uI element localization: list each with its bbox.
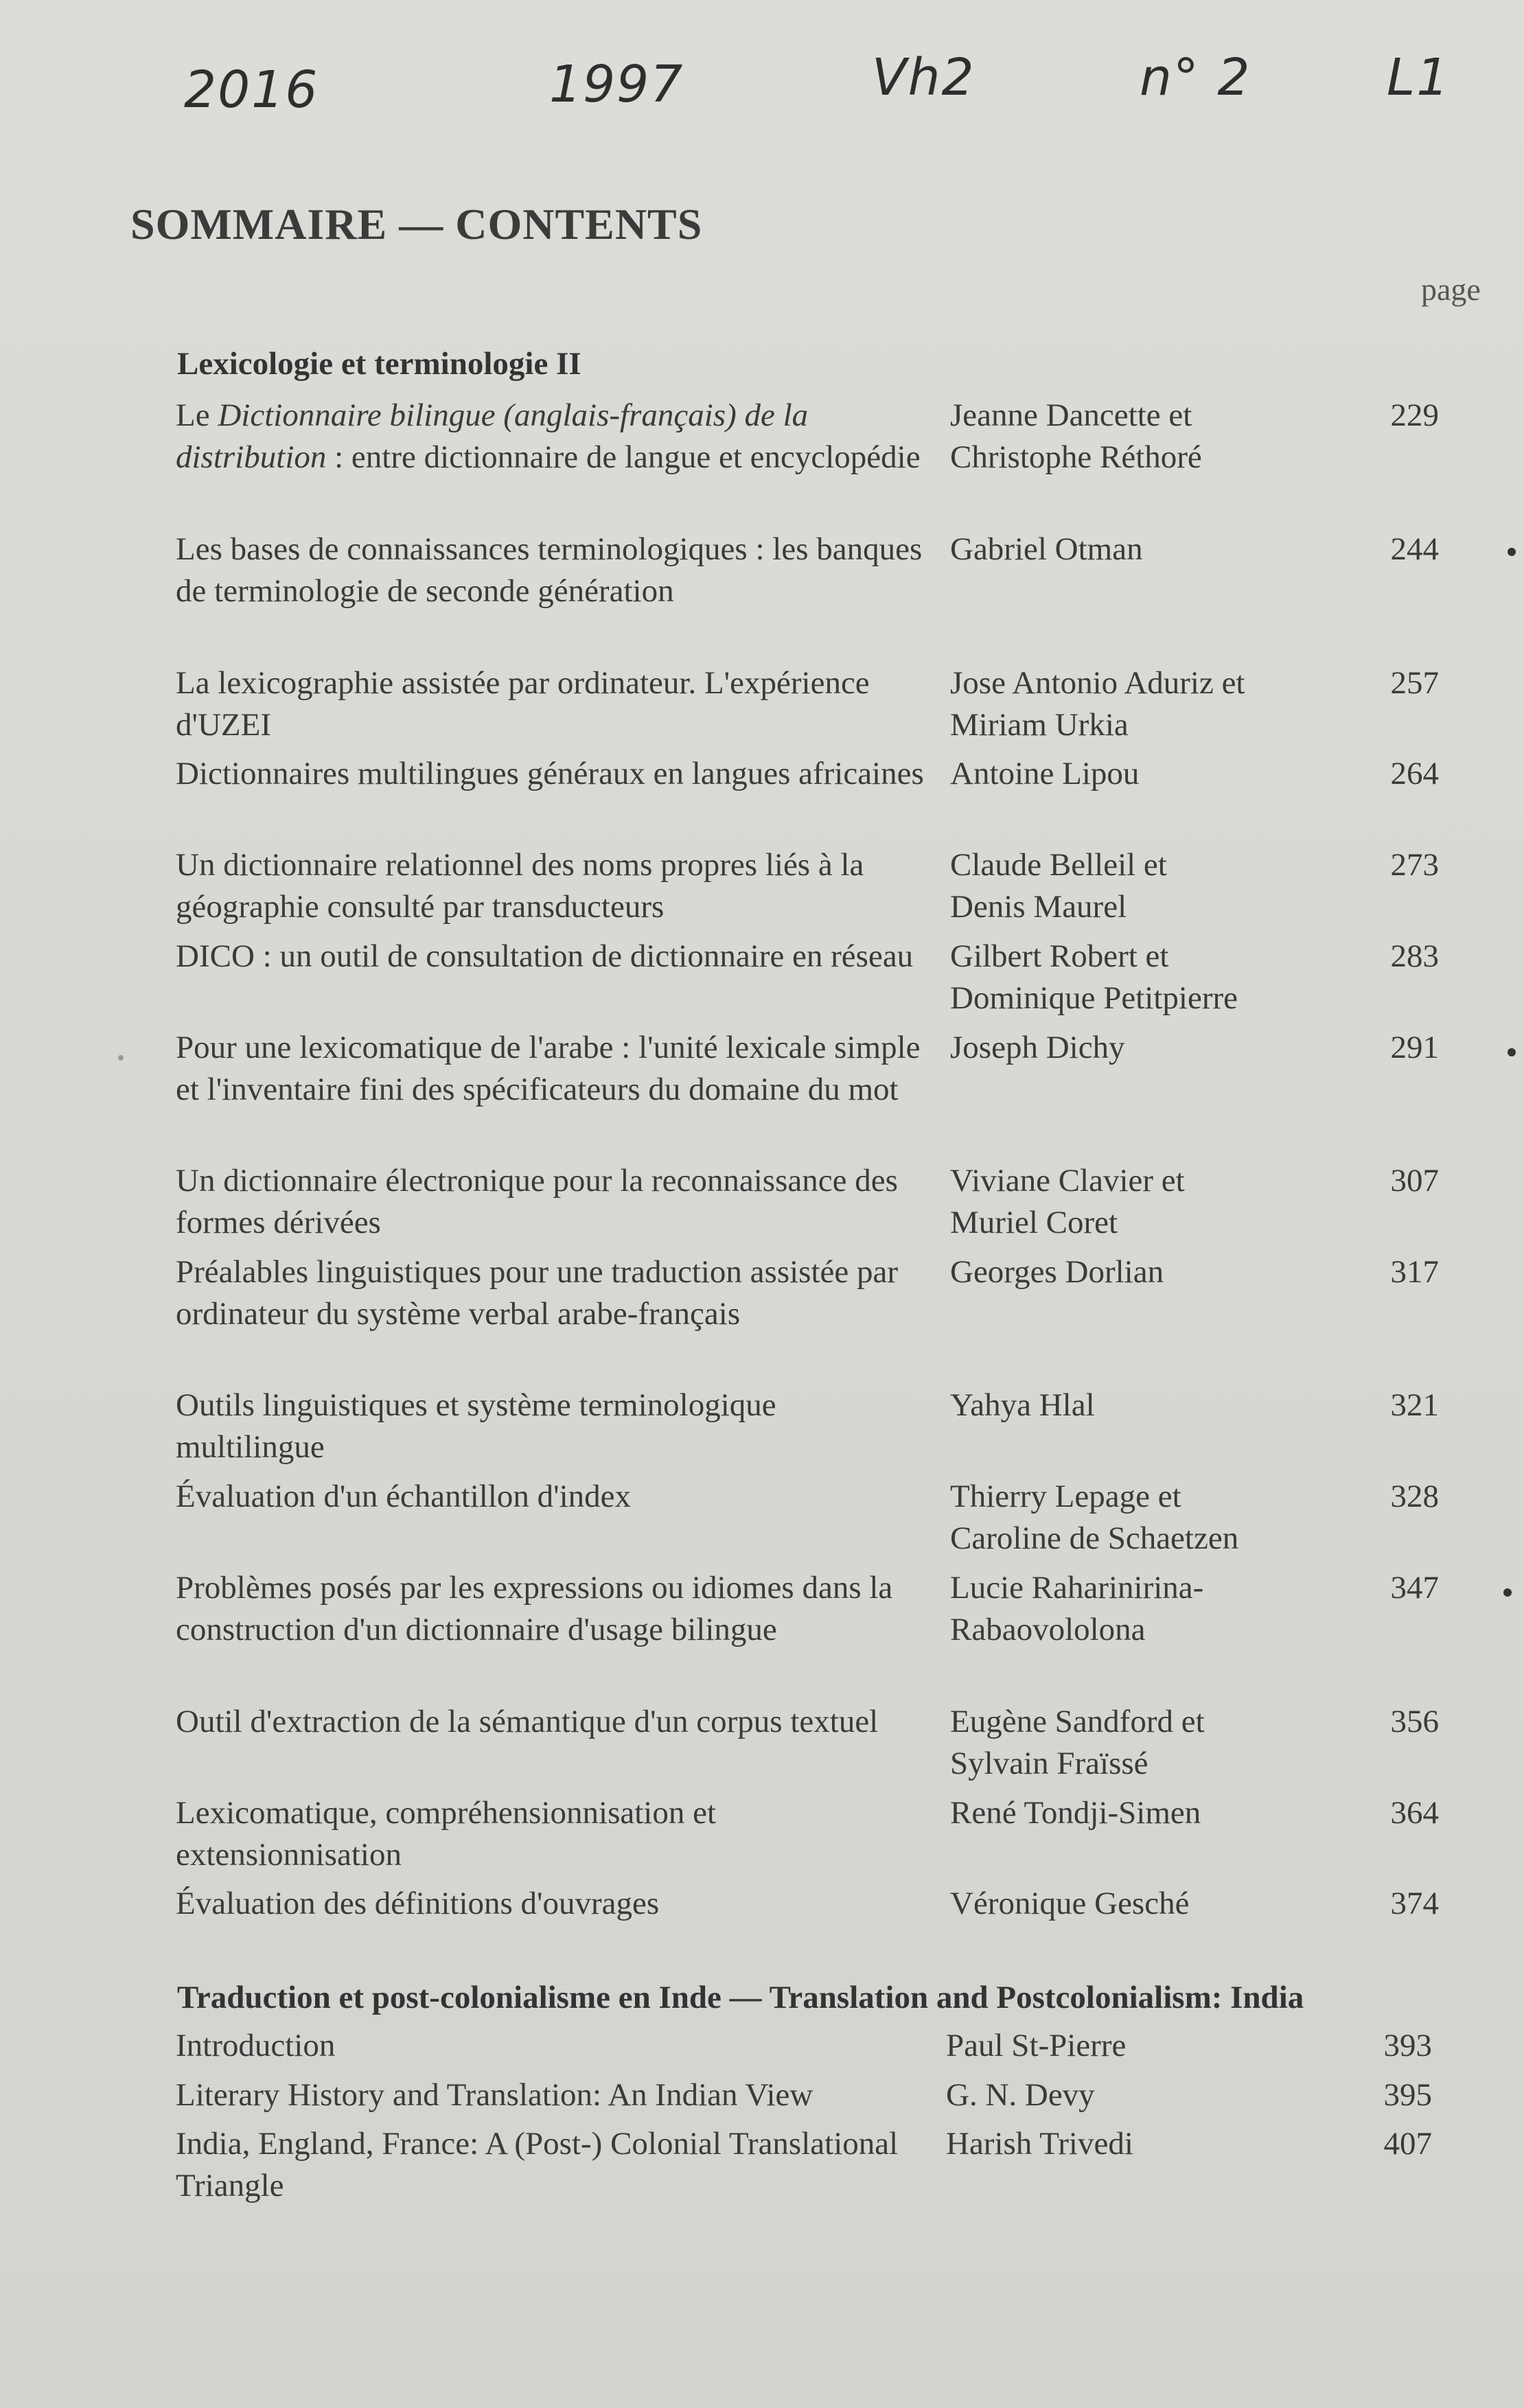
- entry-title: India, England, France: A (Post-) Colonial Translational Triangle: [176, 2126, 899, 2203]
- entry-title: Outil d'extraction de la sémantique d'un corpus textuel: [176, 1704, 879, 1739]
- entry-page: 264: [1390, 756, 1439, 791]
- entry-page: 407: [1383, 2126, 1432, 2162]
- entry-authors: Gilbert Robert et Dominique Petitpierre: [950, 938, 1238, 1016]
- entry-title: Le Dictionnaire bilingue (anglais-français) de la distribution : entre dictionnaire de langue et encyclopédie: [176, 397, 921, 475]
- entry-authors: Claude Belleil et Denis Maurel: [950, 847, 1167, 925]
- page-column-header: page: [1421, 272, 1481, 307]
- entry-title-italic: Dictionnaire bilingue (anglais-français) de la distribution: [176, 397, 809, 475]
- entry-page: 244: [1390, 531, 1439, 567]
- entry-page: 273: [1390, 847, 1439, 883]
- entry-authors: Jeanne Dancette et Christophe Réthoré: [950, 397, 1202, 475]
- entry-title: Un dictionnaire relationnel des noms propres liés à la géographie consulté par transducteurs: [176, 847, 864, 925]
- entry-authors: Véronique Gesché: [950, 1886, 1190, 1921]
- entry-authors: G. N. Devy: [946, 2077, 1095, 2113]
- entry-page: 307: [1390, 1163, 1439, 1199]
- entry-authors: Lucie Raharinirina- Rabaovololona: [950, 1570, 1204, 1647]
- entry-title: Dictionnaires multilingues généraux en langues africaines: [176, 756, 924, 791]
- entry-authors: Gabriel Otman: [950, 531, 1143, 567]
- entry-page: 321: [1390, 1387, 1439, 1423]
- entry-title: Les bases de connaissances terminologiques : les banques de terminologie de seconde génération: [176, 531, 923, 609]
- entry-authors: Antoine Lipou: [950, 756, 1140, 791]
- margin-mark-dot: [1508, 1048, 1516, 1056]
- handwritten-note: n° 2: [1140, 48, 1251, 107]
- entry-title: DICO : un outil de consultation de dictionnaire en réseau: [176, 938, 914, 974]
- entry-page: 374: [1390, 1886, 1439, 1921]
- entry-authors: Georges Dorlian: [950, 1254, 1164, 1290]
- entry-page: 393: [1383, 2028, 1432, 2063]
- entry-title: La lexicographie assistée par ordinateur. L'expérience d'UZEI: [176, 665, 870, 743]
- entry-title: Préalables linguistiques pour une traduction assistée par ordinateur du système verbal arabe-français: [176, 1254, 899, 1332]
- entry-page: 328: [1390, 1479, 1439, 1514]
- entry-page: 395: [1383, 2077, 1432, 2113]
- margin-mark-dot: [1508, 548, 1516, 556]
- entry-authors: Harish Trivedi: [946, 2126, 1133, 2162]
- handwritten-note: L1: [1387, 48, 1451, 107]
- entry-authors: Eugène Sandford et Sylvain Fraïssé: [950, 1704, 1205, 1781]
- handwritten-note: Vh2: [872, 48, 975, 107]
- margin-mark-dot: [118, 1055, 124, 1061]
- entry-page: 364: [1390, 1795, 1439, 1831]
- entry-title: Literary History and Translation: An Indian View: [176, 2077, 813, 2113]
- entry-page: 283: [1390, 938, 1439, 974]
- entry-title: Évaluation des définitions d'ouvrages: [176, 1886, 660, 1921]
- entry-title: Lexicomatique, compréhensionnisation et extensionnisation: [176, 1795, 717, 1873]
- handwritten-annotations: [0, 48, 1524, 124]
- entry-title: Outils linguistiques et système terminologique multilingue: [176, 1387, 776, 1465]
- entry-title: Pour une lexicomatique de l'arabe : l'unité lexicale simple et l'inventaire fini des spécificateurs du domaine du mot: [176, 1030, 921, 1107]
- entry-page: 356: [1390, 1704, 1439, 1739]
- section-heading: Traduction et post-colonialisme en Inde — Translation and Postcolonialism: India: [177, 1980, 1304, 2015]
- entry-page: 347: [1390, 1570, 1439, 1606]
- entry-page: 291: [1390, 1030, 1439, 1065]
- entry-page: 317: [1390, 1254, 1439, 1290]
- entry-authors: Joseph Dichy: [950, 1030, 1125, 1065]
- entry-page: 257: [1390, 665, 1439, 701]
- entry-title: Introduction: [176, 2028, 336, 2063]
- entry-page: 229: [1390, 397, 1439, 433]
- entry-authors: Jose Antonio Aduriz et Miriam Urkia: [950, 665, 1245, 743]
- page-title: SOMMAIRE — CONTENTS: [130, 200, 703, 248]
- entry-title: Problèmes posés par les expressions ou idiomes dans la construction d'un dictionnaire d'usage bilingue: [176, 1570, 893, 1647]
- handwritten-note: 2016: [184, 60, 319, 119]
- entry-authors: Viviane Clavier et Muriel Coret: [950, 1163, 1185, 1240]
- entry-authors: Thierry Lepage et Caroline de Schaetzen: [950, 1479, 1239, 1556]
- entry-title: Évaluation d'un échantillon d'index: [176, 1479, 632, 1514]
- entry-authors: René Tondji-Simen: [950, 1795, 1201, 1831]
- handwritten-note: 1997: [549, 55, 684, 114]
- margin-mark-dot: [1503, 1588, 1512, 1597]
- entry-title: Un dictionnaire électronique pour la reconnaissance des formes dérivées: [176, 1163, 898, 1240]
- entry-authors: Yahya Hlal: [950, 1387, 1095, 1423]
- section-heading: Lexicologie et terminologie II: [177, 346, 581, 382]
- entry-authors: Paul St-Pierre: [946, 2028, 1127, 2063]
